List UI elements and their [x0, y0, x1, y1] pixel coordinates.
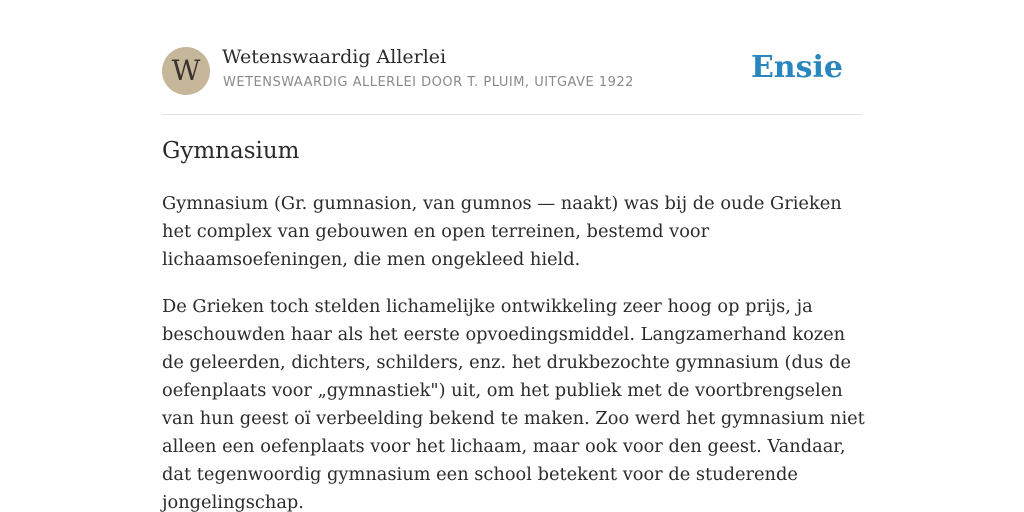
article-paragraph: De Grieken toch stelden lichamelijke ontwikkeling zeer hoog op prijs, ja beschouwden haar als het eerste opvoedingsmiddel. Langzamerhand kozen de geleerden, dichters, schilders, enz. het drukbezochte gymnasium (dus de oefenplaats voor „gymnastiek") uit, om het publiek met de voortbrengselen van hun geest oï verbeelding bekend te maken. Zoo werd het gymnasium niet alleen een oefenplaats voor het lichaam, maar ook voor den geest. Vandaar, dat tegenwoordig gymnasium een school betekent voor de studerende jongelingschap. [162, 296, 865, 512]
source-title[interactable]: Wetenswaardig Allerlei [222, 46, 447, 68]
page [162, 0, 865, 512]
article-body [162, 190, 868, 512]
source-header [162, 46, 862, 115]
source-avatar[interactable]: W [162, 47, 210, 95]
brand-logo[interactable]: Ensie [750, 50, 843, 85]
article-title: Gymnasium [162, 138, 300, 164]
source-subtitle: WETENSWAARDIG ALLERLEI DOOR T. PLUIM, UITGAVE 1922 [223, 75, 634, 90]
article-paragraph: Gymnasium (Gr. gumnasion, van gumnos — naakt) was bij de oude Grieken het complex van gebouwen en open terreinen, bestemd voor lichaamsoefeningen, die men ongekleed hield. [162, 193, 842, 270]
